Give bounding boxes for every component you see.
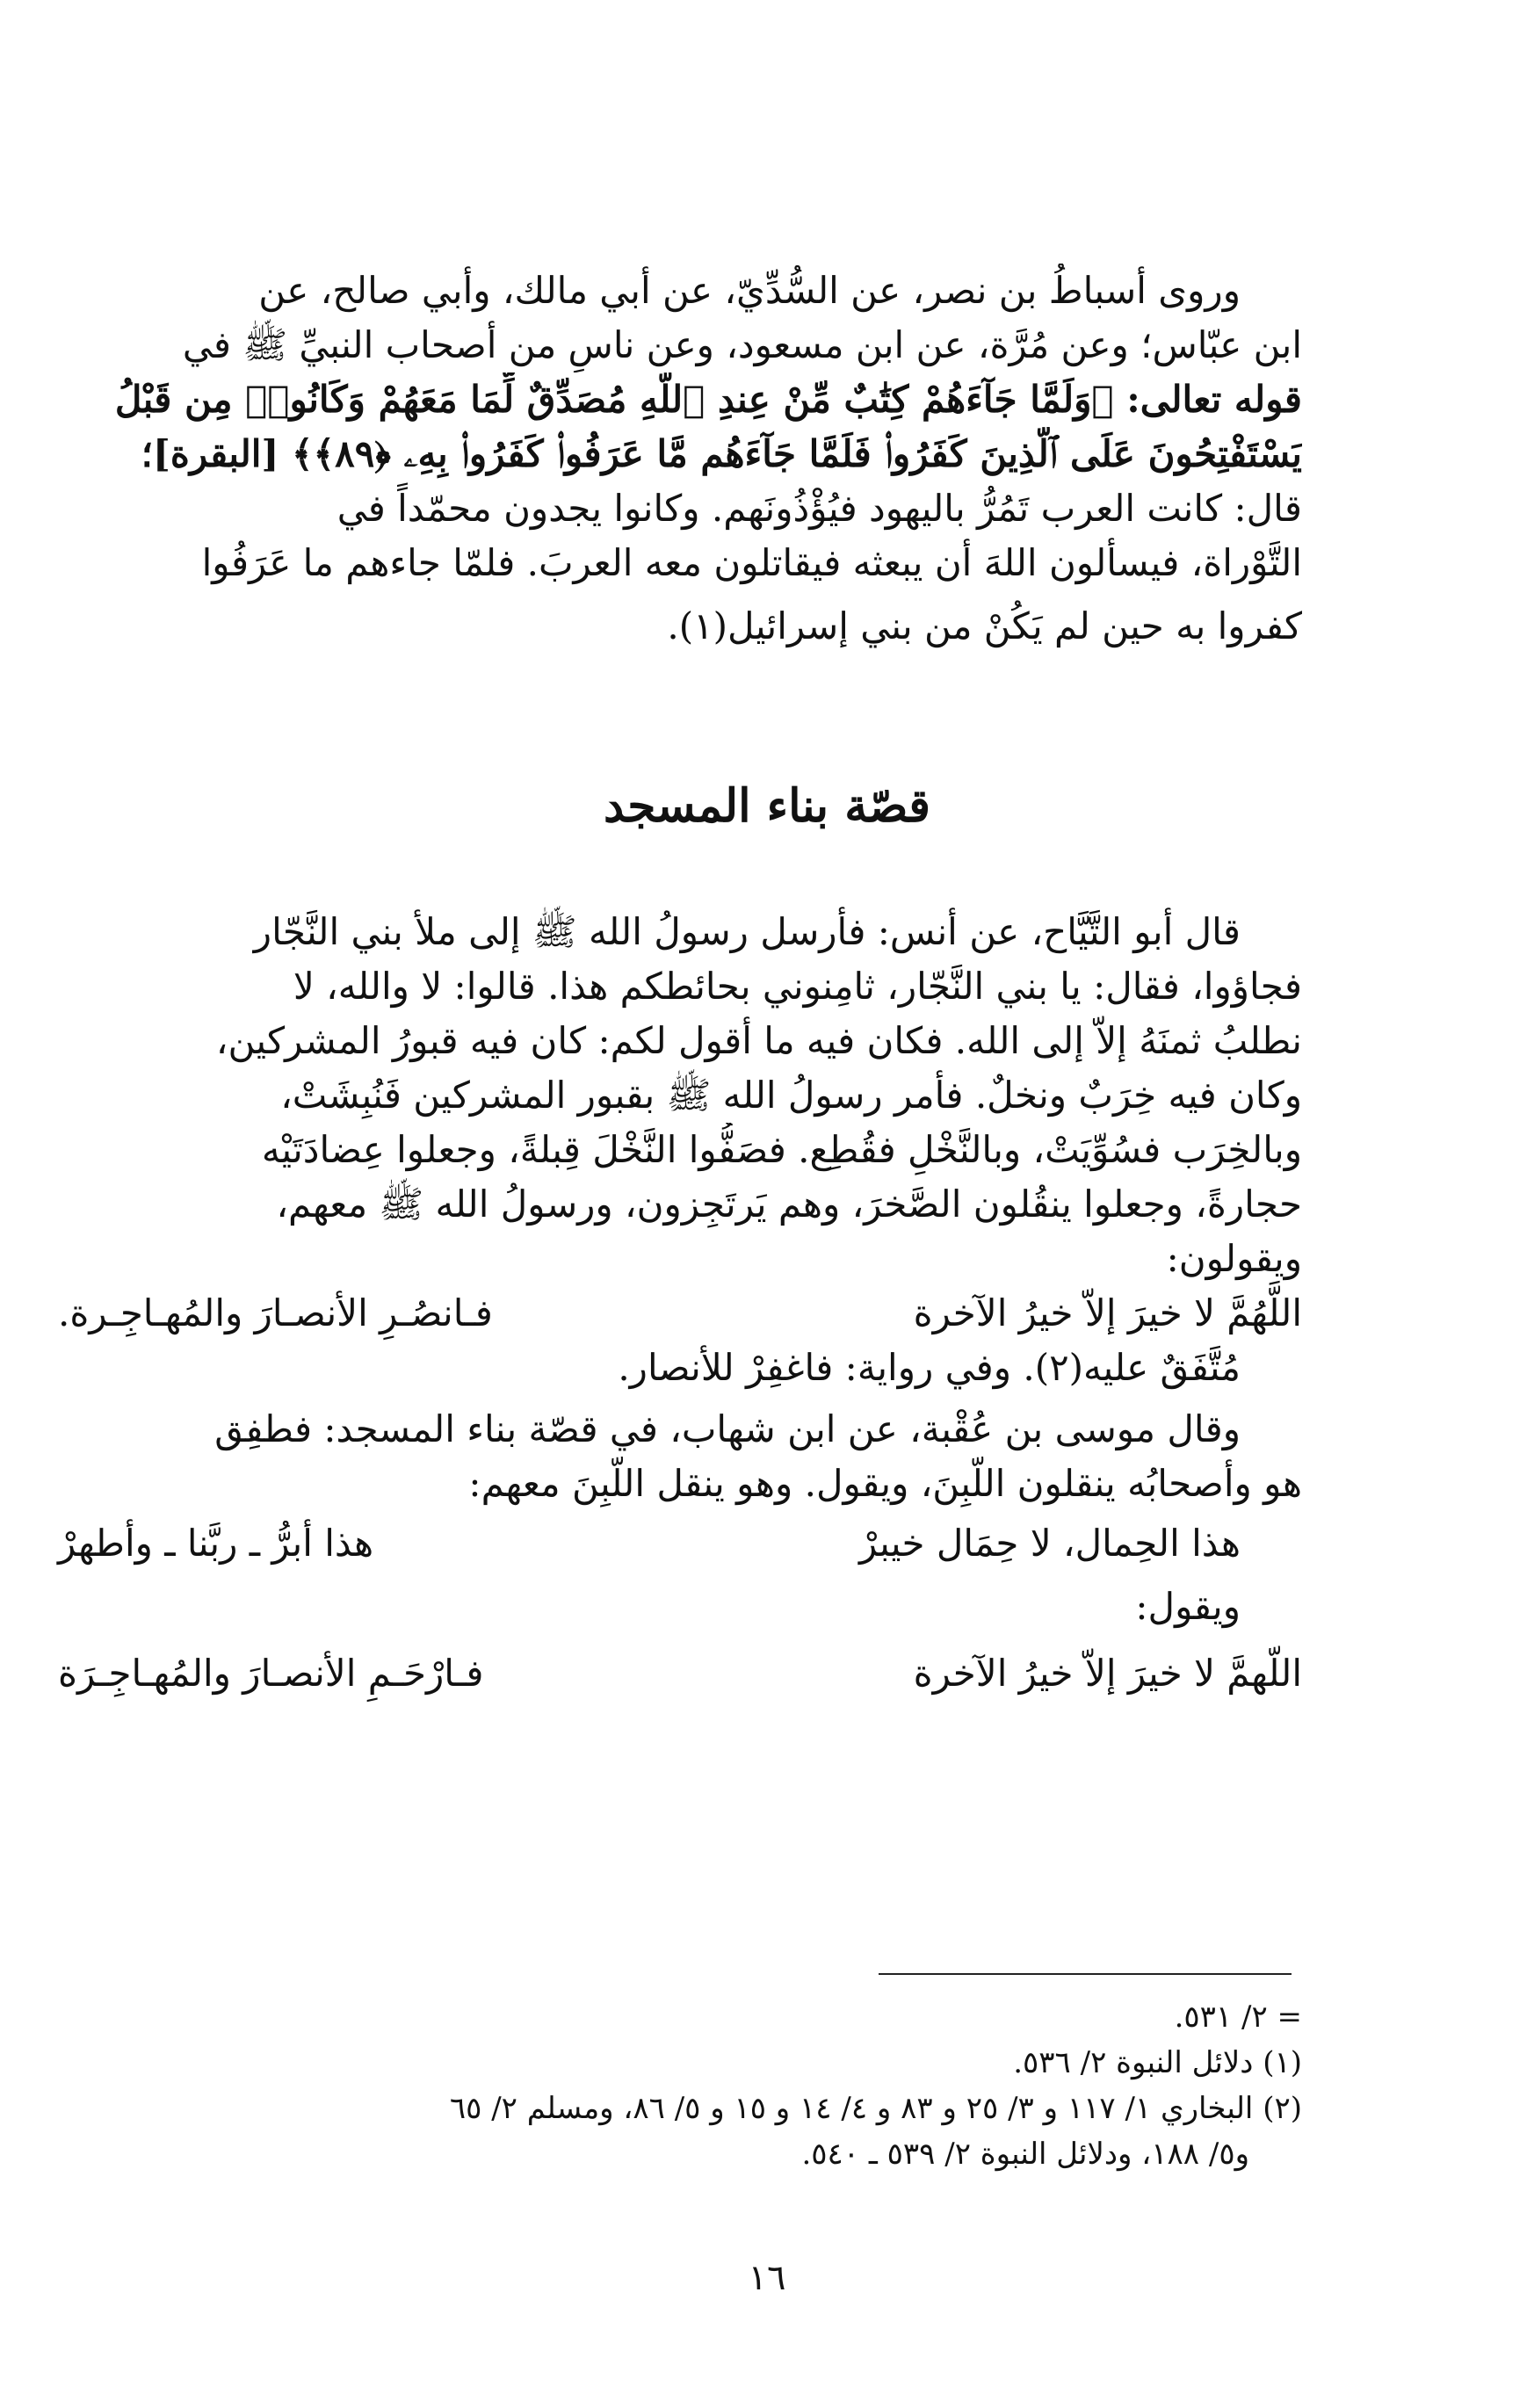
section-heading: قصّة بناء المسجد (603, 779, 931, 833)
paragraph-tafsir (58, 264, 1302, 654)
verse-first-hemistich: هذا الحِمال، لا حِمَال خيبرْ (859, 1522, 1241, 1565)
page-number: ١٦ (748, 2258, 786, 2298)
footnotes (58, 1994, 1302, 2177)
text-line: قال: كانت العرب تَمُرُّ باليهود فيُؤْذُونَهم. وكانوا يجدون محمّداً في (336, 487, 1302, 530)
text-line: فجاؤوا، فقال: يا بني النَّجّار، ثامِنوني بحائطكم هذا. قالوا: لا والله، لا (293, 965, 1302, 1008)
text-line: ابن عبّاس؛ وعن مُرَّة، عن ابن مسعود، وعن ناسٍ من أصحاب النبيِّ ﷺ في (182, 323, 1302, 366)
footnote-item: (١) دلائل النبوة ٢/ ٥٣٦. (1013, 2045, 1302, 2080)
quran-verse-line: يَسْتَفْتِحُونَ عَلَى ٱلَّذِينَ كَفَرُوا۟ فَلَمَّا جَآءَهُم مَّا عَرَفُوا۟ كَفَرُوا۟ بِهِۦ ﴿٨٩﴾﴾ [البقرة]؛ (141, 432, 1302, 475)
text-line: وكان فيه خِرَبٌ ونخلٌ. فأمر رسولُ الله ﷺ بقبور المشركين فَنُبِشَتْ، (280, 1074, 1302, 1117)
text-line: وبالخِرَب فسُوِّيَتْ، وبالنَّخْلِ فقُطِع. فصَفُّوا النَّخْلَ قِبلةً، وجعلوا عِضادَتَيْه (261, 1128, 1302, 1171)
verse-second-hemistich: فـارْحَـمِ الأنصـارَ والمُهـاجِـرَة (58, 1652, 484, 1695)
footnote-continuation: = ٢/ ٥٣١. (1174, 1999, 1302, 2035)
poem-verse (58, 1516, 1302, 1571)
text-line: ويقولون: (1166, 1237, 1302, 1280)
text-line: ويقول: (1135, 1585, 1241, 1628)
text-line: نطلبُ ثمنَهُ إلاّ إلى الله. فكان فيه ما أقول لكم: كان فيه قبورُ المشركين، (215, 1019, 1302, 1062)
text-line: حجارةً، وجعلوا ينقُلون الصَّخرَ، وهم يَرتَجِزون، ورسولُ الله ﷺ معهم، (276, 1182, 1302, 1226)
quran-verse-line: قوله تعالى: ﴿وَلَمَّا جَآءَهُمْ كِتَٰبٌ مِّنْ عِندِ ٱللَّهِ مُصَدِّقٌ لِّمَا مَعَهُمْ وَكَانُوا۟ مِن قَبْلُ (114, 378, 1302, 421)
poem-verse (58, 1286, 1302, 1341)
footnote-separator (879, 1973, 1292, 1975)
verse-first-hemistich: اللّهمَّ لا خيرَ إلاّ خيرُ الآخرة (913, 1652, 1302, 1695)
text-line: كفروا به حين لم يَكُنْ من بني إسرائيل(١). (667, 604, 1302, 647)
poem-verse (58, 1646, 1302, 1701)
footnote-item-continued: و٥/ ١٨٨، ودلائل النبوة ٢/ ٥٣٩ ـ ٥٤٠. (801, 2137, 1249, 2172)
text-line: التَّوْراة، فيسألون اللهَ أن يبعثه فيقاتلون معه العربَ. فلمّا جاءهم ما عَرَفُوا (201, 541, 1302, 584)
text-line: وروى أسباطُ بن نصر، عن السُّدِّيّ، عن أبي مالك، وأبي صالح، عن (258, 269, 1241, 312)
verse-second-hemistich: هذا أبرُّ ـ ربَّنا ـ وأطهرْ (58, 1522, 374, 1565)
text-line: قال أبو التَّيَّاح، عن أنس: فأرسل رسولُ الله ﷺ إلى ملأ بني النَّجّار (253, 910, 1241, 953)
verse-first-hemistich: اللَّهُمَّ لا خيرَ إلاّ خيرُ الآخرة (913, 1291, 1302, 1334)
paragraph-mosque-story (58, 905, 1302, 1701)
text-line: هو وأصحابُه ينقلون اللَّبِنَ، ويقول. وهو ينقل اللَّبِنَ معهم: (468, 1462, 1302, 1505)
text-line: وقال موسى بن عُقْبة، عن ابن شهاب، في قصّة بناء المسجد: فطفِق (214, 1407, 1241, 1450)
footnote-item: (٢) البخاري ١/ ١١٧ و ٣/ ٢٥ و ٨٣ و ٤/ ١٤ و ١٥ و ٥/ ٨٦، ومسلم ٢/ ٦٥ (449, 2091, 1302, 2126)
text-line: مُتَّفَقٌ عليه(٢). وفي رواية: فاغفِرْ للأنصار. (618, 1346, 1241, 1389)
verse-second-hemistich: فـانصُـرِ الأنصـارَ والمُهـاجِـرة. (58, 1291, 493, 1334)
